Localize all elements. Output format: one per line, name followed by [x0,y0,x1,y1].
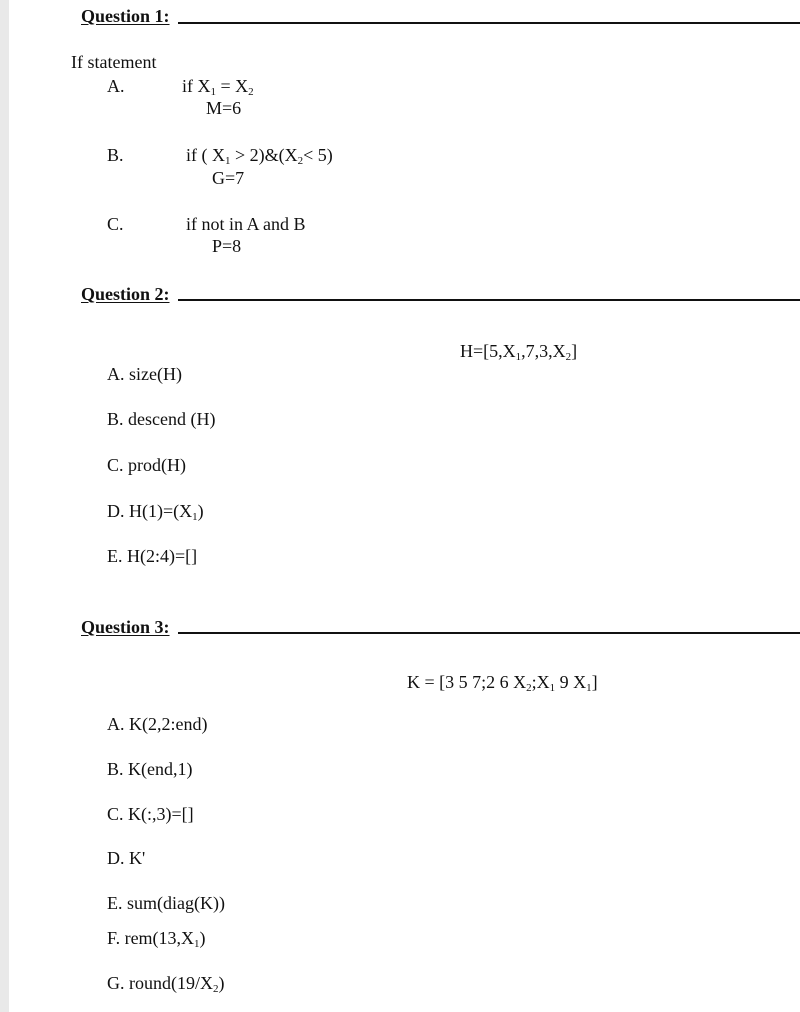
question-2-rule [178,299,800,301]
q3-option-c: C. K(:,3)=[] [107,804,194,824]
q3-option-e: E. sum(diag(K)) [107,893,225,913]
q2-matrix-definition: $H=[5,X_1,7,3,X_2]$ [460,341,578,363]
question-3-rule [178,632,800,634]
q3-option-a: A. K(2,2:end) [107,714,208,734]
q3-option-d: D. K' [107,848,146,868]
q3-option-g: G. $round(19/X_2)$ [107,973,225,995]
q1-option-c-condition: if not in A and B [186,214,306,234]
q2-option-d: D. $H(1)=(X_1)$ [107,501,204,523]
q1-option-b-condition: if ( $X_1$ > $2)\&(X_2< 5)$ [186,145,333,167]
q1-option-a-label: A. [107,76,125,96]
q1-option-b-result: G=7 [212,168,245,188]
q2-option-a: A. size(H) [107,364,182,384]
q3-matrix-definition: K = [3 5 7;2 6 $X_2;X_1$ 9 $X_1$] [407,672,598,694]
q3-option-f: F. $rem(13,X_1)$ [107,928,206,950]
q2-option-e: E. H(2:4)=[] [107,546,198,566]
page-edge [0,0,9,1012]
q3-option-b: B. K(end,1) [107,759,193,779]
question-1-rule [178,22,800,24]
q1-option-b-label: B. [107,145,124,165]
question-1-title: Question 1: [81,6,170,26]
q1-option-c-result: P=8 [212,236,242,256]
question-3-title: Question 3: [81,617,170,637]
q2-option-b: B. descend (H) [107,409,216,429]
if-statement-label: If statement [71,52,157,72]
q1-option-a-condition: if $X_1 = X_2$ [182,76,254,98]
q1-option-a-result: M=6 [206,98,242,118]
q2-option-c: C. prod(H) [107,455,186,475]
q1-option-c-label: C. [107,214,124,234]
question-2-title: Question 2: [81,284,170,304]
